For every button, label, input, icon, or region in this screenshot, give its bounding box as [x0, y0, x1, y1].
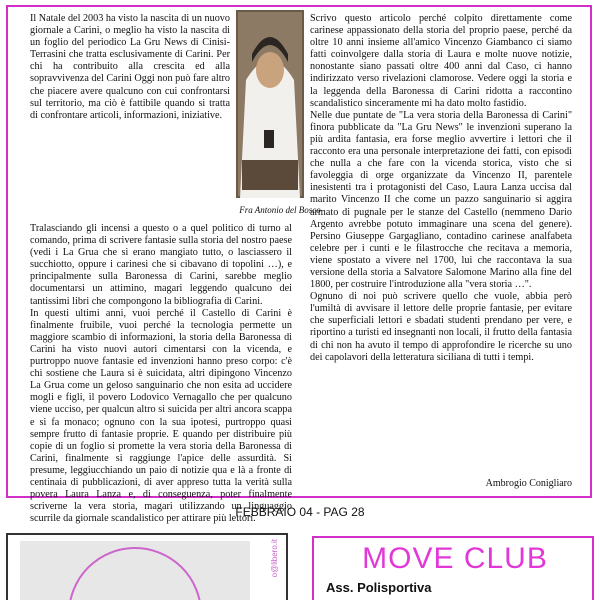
page-footer: FEBBRAIO 04 - PAG 28	[235, 505, 365, 519]
article-paragraph-2: Tralasciando gli incensi a questo o a quel politico di turno al comando, prima di scrivere fantasie sulla storia del nostro paese (vedi i La Grua che si erano mangiato tutto, o lasciassero il succhiotto, oppure i carinesi che si cibavano di topolini …), e principalmente sulla Baronessa di Carini, sarebbe meglio documentarsi un attimino, magari leggendo qualcuno dei tantissimi libri che compongono la bibliografia di Carini.	[30, 223, 292, 307]
ad-right-box	[312, 536, 594, 600]
article-column-1-lower	[30, 223, 292, 525]
article-paragraph-5: Nelle due puntate de "La vera storia della Baronessa di Carini" finora pubblicate da "La Gru News" le invenzioni superano la più ardita fantasia, era forse meglio avvertire i lettori che il racconto era una personale interpretazione dei fatti, con episodi che nulla a che fare con la vicenda storica, visto che si favoleggia di orge organizzate da Vincenzo II, parentele inesistenti tra i protagonisti del Caso, Laura Lanza uccisa dal marito Vincenzo II che come un pazzo sanguinario si aggira armato di pugnale per le stanze del Castello (nemmeno Dario Argento avrebbe potuto immaginare una scena del genere). Persino Giuseppe Gargagliano, contadino carinese analfabeta celebre per i cunti e le filastrocche che recitava a memoria, viene spostato a vivere nel 1700, lui che raccontava la sua versione della storia a Salvatore Salomone Marino alla fine del 1800, per costruire l'introduzione alla "vera storia …".	[310, 109, 572, 291]
article-paragraph-intro: Il Natale del 2003 ha visto la nascita di un nuovo giornale a Carini, o meglio ha visto la nascita di un foglio del periodico La Gru News di Cinisi-Terrasini che tratta esclusivamente di Carini. Per chi ha contribuito alla crescita ed alla sopravvivenza del Carini Oggi non può fare altro che piacere avere qualcuno con cui confrontarsi sul territorio, ma ciò è fattibile quando si tratta di confrontare articoli, informazioni, iniziative.	[30, 13, 231, 121]
move-club-subtitle: Ass. Polisportiva	[326, 580, 432, 595]
article-column-1	[30, 13, 230, 122]
ad-email: o@libero.it	[270, 539, 279, 578]
portrait-image	[236, 10, 304, 198]
article-column-2	[310, 13, 572, 364]
portrait-caption: Fra Antonio del Bosco	[239, 205, 321, 215]
move-club-title: MOVE CLUB	[362, 542, 548, 575]
article-paragraph-6: Ognuno di noi può scrivere quello che vuole, abbia però l'umiltà di avvisare il lettore delle proprie fantasie, per evitare che superficiali lettori e sbadati studenti prendano per vere, e riportino a turisti ed insegnanti non locali, il frutto della fantasia di chi non ha avuto il tempo di approfondire le ricerche su uno dei capolavori della letteratura siciliana di tutti i tempi.	[310, 291, 572, 363]
author-signature: Ambrogio Conigliaro	[485, 478, 572, 489]
article-paragraph-3: In questi ultimi anni, vuoi perché il Castello di Carini è finalmente fruibile, vuoi perché la tecnologia permette un maggiore scambio di informazioni, la storia della Baronessa di Carini ha visto nuovi autori cimentarsi con la vicenda, e purtroppo nuove fantasie ed invenzioni hanno preso corpo: c'è chi sostiene che Laura si è suicidata, altri dipingono Vincenzo La Grua come un geloso sanguinario che non esita ad uccidere mogli e figli, il povero Lodovico Vernagallo che per qualcuno viene ucciso, per qualcun altro si suicida per altri ancora scappa e si fa monaco; ognuno con la sua ipotesi, purtroppo quasi sempre frutto di fantasie proprie. E quando per distribuire più copie di un foglio si promette la vera storia della Baronessa di Carini, finalmente si raggiunge l'apice delle assurdità. Si presume, leggiucchiando un paio di notizie qua e là a fronte di centinaia di pubblicazioni, di aver appreso tutta la verità sulla povera Laura Lanza e, di conseguenza, poter finalmente scriverne la vera storia, magari utilizzando un linguaggio scurrile da giornale scandalistico per attirare più lettori.	[30, 307, 292, 525]
ad-left-box	[6, 533, 288, 600]
friar-portrait-icon	[236, 10, 304, 198]
article-paragraph-4: Scrivo questo articolo perché colpito direttamente come carinese appassionato della storia del proprio paese, perché da oltre 10 anni insieme all'amico Vincenzo Giambanco ci siamo fatti coinvolgere dalla storia di Laura e molte nuove notizie, nonostante siano passati oltre 400 anni dal Caso, ci hanno indirizzato verso rivelazioni clamorose. Vedere oggi la storia e la leggenda della Baronessa di Carini ridotta a raccontino scandalistico sinceramente mi ha dato molto fastidio.	[310, 13, 572, 109]
